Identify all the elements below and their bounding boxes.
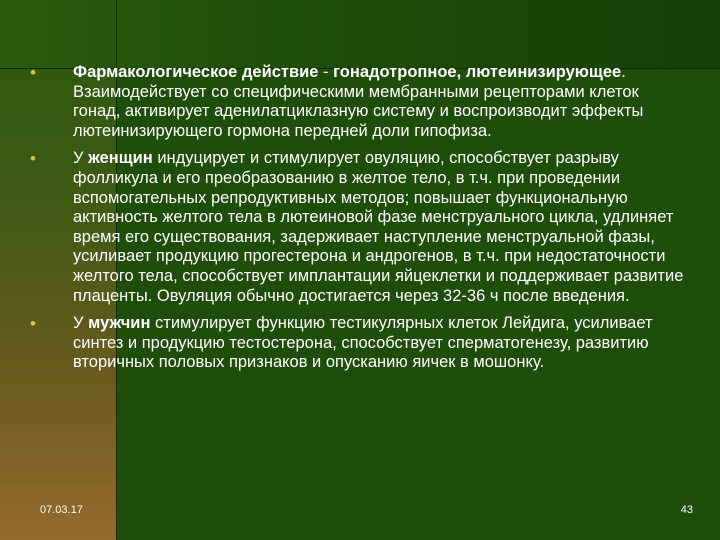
bullet-text: индуцирует и стимулирует овуляцию, способствует разрыву фолликула и его преобразованию в желтое тело, в т.ч. при проведении вспомогательных репродуктивных методов; повышает функциональную активность желтого тела в лютеиновой фазе менструального цикла, удлиняет время его существования, задерживает наступление менструальной фазы, усиливает продукцию прогестерона и андрогенов, в т.ч. при недостаточности желтого тела, способствует имплантации яйцеклетки и поддерживает развитие плаценты. Овуляция обычно достигается через 32-36 ч после введения.: [73, 149, 684, 305]
slide-page-number: 43: [680, 504, 693, 516]
bullet-icon: •: [30, 314, 36, 334]
bullet-item-women: [30, 149, 690, 306]
bullet-prefix: У: [73, 314, 89, 333]
bullet-bold-term: Фармакологическое действие: [73, 63, 319, 81]
top-gradient-band: [0, 0, 720, 68]
slide-body: [30, 63, 690, 381]
slide-date: 07.03.17: [40, 504, 83, 516]
bullet-icon: •: [30, 63, 36, 82]
bullet-text: -: [318, 63, 334, 81]
bullet-bold-term: мужчин: [88, 314, 151, 333]
bullet-icon: •: [30, 149, 36, 169]
bullet-item-pharmacology: [30, 63, 690, 141]
bullet-bold-term: гонадотропное, лютеинизирующее: [333, 63, 622, 81]
bullet-text: . Взаимодействует со специфическими мембранными рецепторами клеток гонад, активирует аденилатциклазную систему и воспроизводит эффекты лютеинизирующего гормона передней доли гипофиза.: [73, 63, 644, 140]
bullet-prefix: У: [73, 149, 89, 168]
bullet-bold-term: женщин: [88, 149, 153, 168]
bullet-text: стимулирует функцию тестикулярных клеток Лейдига, усиливает синтез и продукцию тестостерона, способствует сперматогенезу, развитию вторичных половых признаков и опусканию яичек в мошонку.: [73, 314, 653, 372]
bullet-item-men: [30, 314, 690, 373]
